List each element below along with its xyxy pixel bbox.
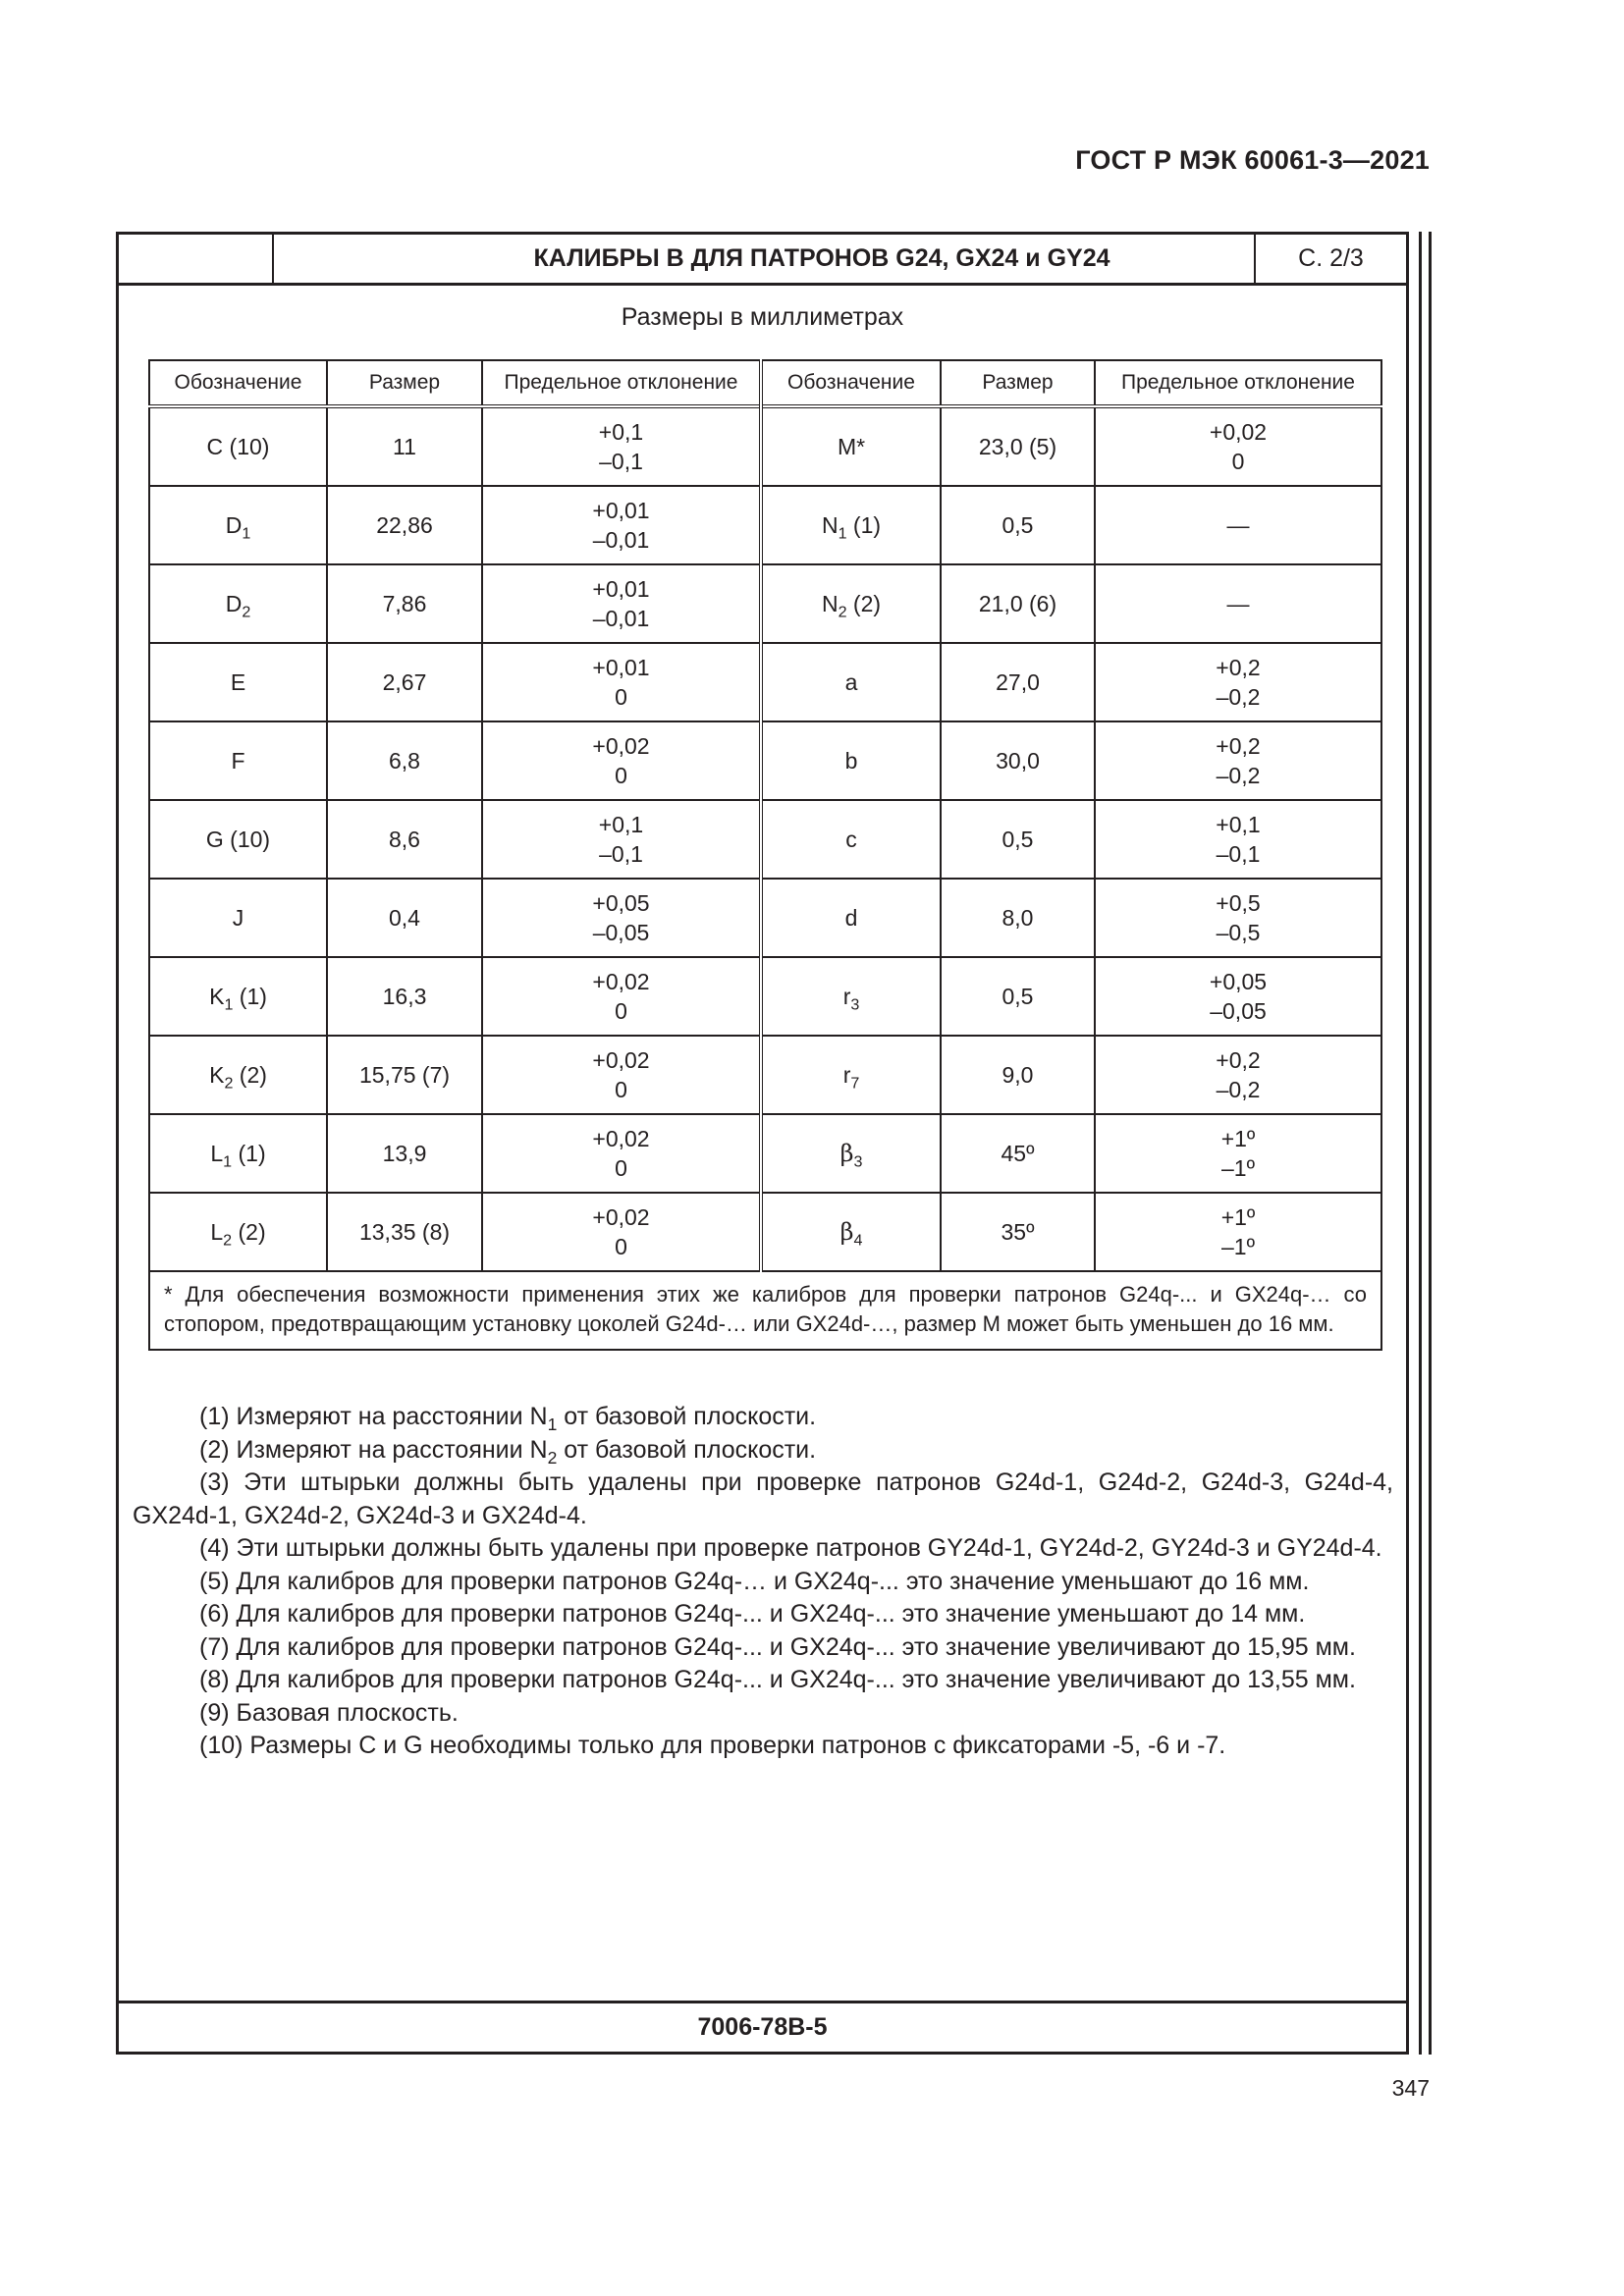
footnote-1: (1) Измеряют на расстоянии $N_1$ от базовой плоскости. [199, 1403, 817, 1435]
table-row [149, 1114, 1381, 1193]
table-row [149, 1036, 1381, 1114]
size-cell: 13,35 (8) [327, 1193, 482, 1271]
tolerance-lower: 0 [615, 684, 627, 710]
sheet-code: 7006-78В-5 [119, 2001, 1406, 2052]
tolerance-lower: –0,5 [1216, 920, 1261, 945]
size-cell: 35º [941, 1193, 1095, 1271]
size-cell: 16,3 [327, 957, 482, 1036]
size-cell: 0,4 [327, 879, 482, 957]
footnote-7: (7) Для калибров для проверки патронов G24q-... и GX24q-... это значение увеличивают до 15,95 мм. [199, 1632, 1356, 1661]
size-cell: 13,9 [327, 1114, 482, 1193]
size-cell: 22,86 [327, 486, 482, 564]
tolerance-cell [1095, 1036, 1381, 1114]
designation-cell: E [149, 643, 327, 721]
designation-cell: $\beta_3$ [761, 1114, 941, 1193]
tolerance-cell [1095, 1114, 1381, 1193]
tolerance-upper: +0,05 [1209, 969, 1268, 994]
sheet-edge-rule [1429, 232, 1432, 2055]
size-cell: 30,0 [941, 721, 1095, 800]
size-cell: 2,67 [327, 643, 482, 721]
designation-cell: C (10) [149, 406, 327, 486]
footnotes [133, 1401, 1393, 1763]
tolerance-lower: –0,2 [1216, 684, 1261, 710]
tolerance-lower: 0 [615, 1234, 627, 1259]
size-cell: 21,0 (6) [941, 564, 1095, 643]
table-row [149, 486, 1381, 564]
footnote-9: (9) Базовая плоскость. [199, 1698, 459, 1727]
sheet-edge-rule [1419, 232, 1422, 2055]
tolerance-cell [482, 800, 761, 879]
tolerance-lower: –0,05 [1210, 998, 1267, 1024]
footnote-10: (10) Размеры C и G необходимы только для проверки патронов с фиксаторами -5, -6 и -7. [199, 1732, 1226, 1759]
tolerance-upper: +0,02 [592, 1126, 650, 1151]
tolerance-lower: –0,2 [1216, 1077, 1261, 1102]
tolerance-lower: 0 [615, 1155, 627, 1181]
units-caption: Размеры в миллиметрах [621, 303, 904, 331]
tolerance-upper: +0,1 [1216, 812, 1261, 837]
tolerance-lower: 0 [615, 1077, 627, 1102]
tolerance-upper: +0,05 [592, 890, 650, 916]
designation-cell: b [761, 721, 941, 800]
tolerance-cell [482, 957, 761, 1036]
col-header-tolerance: Предельное отклонение [1095, 360, 1381, 406]
designation-cell: $r_7$ [761, 1036, 941, 1114]
tolerance-upper: +0,1 [598, 419, 644, 445]
table-row [149, 879, 1381, 957]
designation-cell: $K_1$ (1) [149, 957, 327, 1036]
table-row [149, 406, 1381, 486]
designation-cell: $D_2$ [149, 564, 327, 643]
size-cell: 7,86 [327, 564, 482, 643]
tolerance-lower: –0,1 [1216, 841, 1261, 867]
tolerance-lower: –0,05 [592, 920, 650, 945]
col-header-tolerance: Предельное отклонение [482, 360, 761, 406]
designation-cell: $L_2$ (2) [149, 1193, 327, 1271]
tolerance-lower: –1º [1221, 1155, 1255, 1181]
tolerance-upper: +0,01 [592, 655, 650, 680]
page-number: 347 [1391, 2075, 1430, 2101]
table-row [149, 564, 1381, 643]
size-cell: 0,5 [941, 957, 1095, 1036]
footnote-6: (6) Для калибров для проверки патронов G24q-... и GX24q-... это значение уменьшают до 14 мм. [199, 1600, 1306, 1628]
footnote-8: (8) Для калибров для проверки патронов G24q-... и GX24q-... это значение увеличивают до 13,55 мм. [199, 1666, 1356, 1693]
tolerance-lower: –0,2 [1216, 763, 1261, 788]
designation-cell: F [149, 721, 327, 800]
tolerance-upper: +0,1 [598, 812, 644, 837]
tolerance-cell [482, 1193, 761, 1271]
size-cell: 9,0 [941, 1036, 1095, 1114]
designation-cell: $L_1$ (1) [149, 1114, 327, 1193]
tolerance-cell: — [1095, 564, 1381, 643]
col-header-size: Размер [327, 360, 482, 406]
tolerance-cell [482, 879, 761, 957]
tolerance-cell [1095, 406, 1381, 486]
designation-cell: $N_2$ (2) [761, 564, 941, 643]
size-cell: 8,0 [941, 879, 1095, 957]
table-row [149, 1193, 1381, 1271]
col-header-size: Размер [941, 360, 1095, 406]
footnote-2: (2) Измеряют на расстоянии $N_2$ от базовой плоскости. [199, 1435, 817, 1468]
tolerance-upper: +0,02 [1209, 419, 1268, 445]
title-empty-cell [119, 235, 274, 283]
col-header-designation: Обозначение [761, 360, 941, 406]
size-cell: 45º [941, 1114, 1095, 1193]
designation-cell: J [149, 879, 327, 957]
tolerance-lower: –0,01 [592, 527, 650, 553]
tolerance-cell [1095, 879, 1381, 957]
tolerance-upper: +0,02 [592, 1047, 650, 1073]
table-row [149, 643, 1381, 721]
tolerance-cell [1095, 721, 1381, 800]
sheet-title-row [119, 235, 1406, 286]
tolerance-lower: 0 [615, 763, 627, 788]
size-cell: 23,0 (5) [941, 406, 1095, 486]
standard-number: ГОСТ Р МЭК 60061-3—2021 [1075, 145, 1430, 175]
tolerance-cell [482, 564, 761, 643]
tolerance-cell [482, 1114, 761, 1193]
size-cell: 8,6 [327, 800, 482, 879]
tolerance-upper: +0,2 [1216, 733, 1261, 759]
tolerance-lower: 0 [1231, 449, 1245, 474]
table-header-row [149, 360, 1381, 406]
tolerance-cell [1095, 957, 1381, 1036]
tolerance-cell [1095, 800, 1381, 879]
designation-cell: $r_3$ [761, 957, 941, 1036]
tolerance-cell [1095, 643, 1381, 721]
tolerance-lower: –0,01 [592, 606, 650, 631]
standard-sheet [116, 232, 1409, 2055]
tolerance-cell: — [1095, 486, 1381, 564]
size-cell: 27,0 [941, 643, 1095, 721]
designation-cell: $N_1$ (1) [761, 486, 941, 564]
table-row [149, 800, 1381, 879]
size-cell: 0,5 [941, 486, 1095, 564]
sheet-title: КАЛИБРЫ В ДЛЯ ПАТРОНОВ G24, GX24 и GY24 [533, 244, 1110, 272]
tolerance-cell [482, 1036, 761, 1114]
table-note-row [149, 1271, 1381, 1350]
footnote-5: (5) Для калибров для проверки патронов G24q-… и GX24q-... это значение уменьшают до 16 мм. [199, 1567, 1310, 1595]
tolerance-lower: –0,1 [599, 841, 643, 867]
footnote-4: (4) Эти штырьки должны быть удалены при проверке патронов GY24d-1, GY24d-2, GY24d-3 и GY24d-4. [199, 1534, 1382, 1562]
tolerance-upper: +0,01 [592, 498, 650, 523]
tolerance-upper: +1º [1220, 1204, 1256, 1230]
size-cell: 15,75 (7) [327, 1036, 482, 1114]
col-header-designation: Обозначение [149, 360, 327, 406]
tolerance-upper: +1º [1220, 1126, 1256, 1151]
table-row [149, 957, 1381, 1036]
footnote-3: (3) Эти штырьки должны быть удалены при проверке патронов G24d-1, G24d-2, G24d-3, G24d-4, GX24d-1, GX24d-2, GX24d-3 и GX24d-4. [133, 1468, 1393, 1529]
table-row [149, 721, 1381, 800]
tolerance-upper: +0,5 [1216, 890, 1261, 916]
size-cell: 0,5 [941, 800, 1095, 879]
tolerance-lower: –0,1 [599, 449, 643, 474]
designation-cell: $D_1$ [149, 486, 327, 564]
tolerance-upper: +0,2 [1216, 655, 1261, 680]
size-cell: 11 [327, 406, 482, 486]
designation-cell: c [761, 800, 941, 879]
designation-cell: G (10) [149, 800, 327, 879]
tolerance-upper: +0,2 [1216, 1047, 1261, 1073]
sheet-page-ref: С. 2/3 [1254, 235, 1406, 283]
size-cell: 6,8 [327, 721, 482, 800]
tolerance-cell [482, 486, 761, 564]
designation-cell: d [761, 879, 941, 957]
designation-cell: $\beta_4$ [761, 1193, 941, 1271]
tolerance-cell [482, 406, 761, 486]
tolerance-upper: +0,02 [592, 969, 650, 994]
table-note: * Для обеспечения возможности применения этих же калибров для проверки патронов G24q-... и GX24q-… со стопором, предотвращающим установку цоколей G24d-… или GX24d-…, размер M может быть уменьшен до 16 мм. [149, 1271, 1381, 1350]
dimensions-table [148, 359, 1382, 1351]
tolerance-lower: 0 [615, 998, 627, 1024]
tolerance-upper: +0,01 [592, 576, 650, 602]
tolerance-lower: –1º [1221, 1234, 1255, 1259]
tolerance-upper: +0,02 [592, 1204, 650, 1230]
tolerance-upper: +0,02 [592, 733, 650, 759]
designation-cell: M* [761, 406, 941, 486]
tolerance-cell [1095, 1193, 1381, 1271]
tolerance-cell [482, 643, 761, 721]
designation-cell: $K_2$ (2) [149, 1036, 327, 1114]
tolerance-cell [482, 721, 761, 800]
designation-cell: a [761, 643, 941, 721]
